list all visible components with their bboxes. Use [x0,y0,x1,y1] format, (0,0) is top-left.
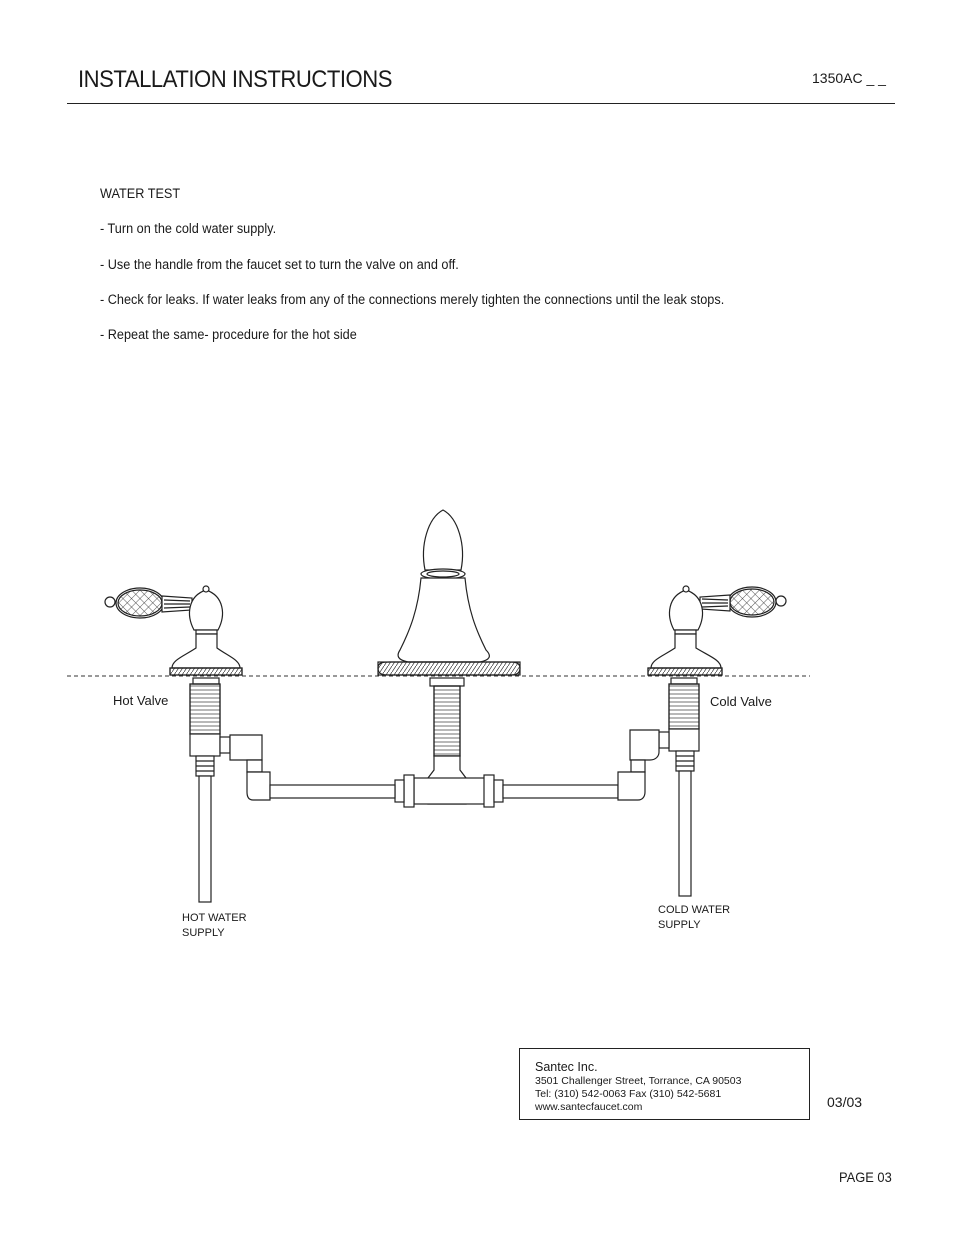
spout-assembly [378,510,520,807]
instruction-step: - Check for leaks. If water leaks from any of the connections merely tighten the connections until the leak stops. [100,292,725,307]
cold-valve-label: Cold Valve [710,694,772,709]
company-name: Santec Inc. [535,1060,598,1074]
hot-supply-line1: HOT WATER [182,912,247,924]
page-title: INSTALLATION INSTRUCTIONS [78,66,393,93]
cold-supply-line1: COLD WATER [658,904,731,916]
hot-valve-assembly [105,586,270,902]
company-info-box [519,1048,810,1120]
instruction-step: - Use the handle from the faucet set to turn the valve on and off. [100,257,459,272]
instruction-step: - Repeat the same- procedure for the hot side [100,327,357,342]
hot-valve-label: Hot Valve [113,693,169,708]
company-phone: Tel: (310) 542-0063 Fax (310) 542-5681 [535,1088,722,1100]
instruction-step: - Turn on the cold water supply. [100,221,277,236]
hot-water-supply-label [182,911,247,941]
hot-supply-line2: SUPPLY [182,927,225,939]
model-number: 1350AC _ _ [812,70,886,86]
page-number: PAGE 03 [839,1169,892,1185]
section-heading: WATER TEST [100,186,181,201]
cold-water-supply-label [658,903,730,933]
company-website: www.santecfaucet.com [535,1101,643,1113]
cold-supply-line2: SUPPLY [658,919,701,931]
cold-valve-assembly [618,586,786,896]
revision-date: 03/03 [827,1094,863,1110]
company-address: 3501 Challenger Street, Torrance, CA 90503 [535,1075,742,1087]
